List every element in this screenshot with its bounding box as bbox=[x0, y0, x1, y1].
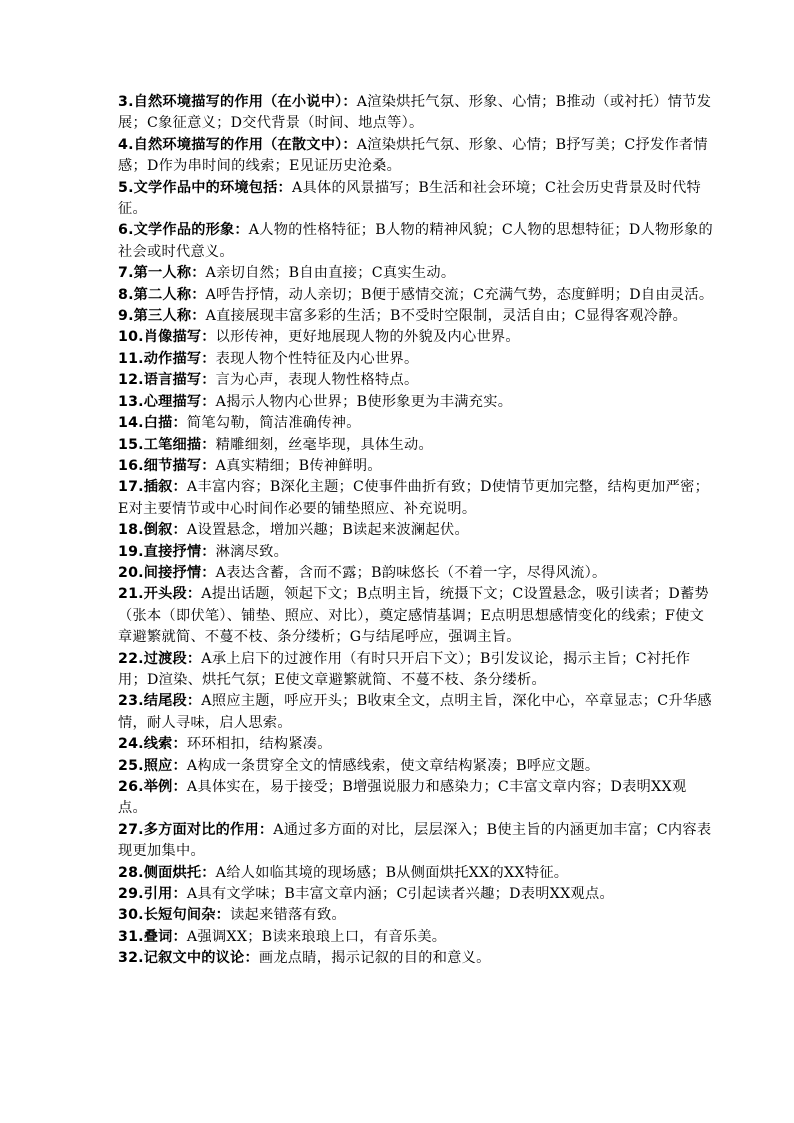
list-item bbox=[118, 520, 714, 541]
knowledge-list bbox=[118, 92, 714, 970]
list-item bbox=[118, 285, 714, 306]
entry-text: A给人如临其境的现场感；B从侧面烘托XX的XX特征。 bbox=[215, 864, 569, 881]
entry-text: A渲染烘托气氛、形象、心情；B推动（或衬托）情节发展；C象征意义；D交代背景（时间、地点等）。 bbox=[118, 94, 712, 132]
entry-text: A通过多方面的对比，层层深入；B使主旨的内涵更加丰富；C内容表现更加集中。 bbox=[118, 821, 712, 860]
entry-text: 言为心声，表现人物性格特点。 bbox=[215, 372, 419, 389]
entry-text: A强调XX；B读来琅琅上口，有音乐美。 bbox=[186, 928, 447, 945]
entry-term: 28.侧面烘托： bbox=[118, 864, 216, 881]
entry-text: A直接展现丰富多彩的生活；B不受时空限制，灵活自由；C显得客观冷静。 bbox=[205, 308, 688, 325]
entry-term: 25.照应： bbox=[118, 757, 187, 774]
entry-text: 环环相扣，结构紧凑。 bbox=[186, 736, 332, 753]
list-item bbox=[118, 413, 714, 434]
entry-text: A人物的性格特征；B人物的精神风貌；C人物的思想特征；D人物形象的社会或时代意义。 bbox=[118, 222, 714, 260]
entry-term: 18.倒叙： bbox=[118, 522, 187, 539]
entry-term: 17.插叙： bbox=[118, 479, 187, 496]
entry-term: 5.文学作品中的环境包括： bbox=[118, 179, 292, 196]
entry-term: 13.心理描写： bbox=[118, 393, 216, 410]
list-item bbox=[118, 542, 714, 563]
entry-term: 24.线索： bbox=[118, 736, 187, 753]
entry-text: 表现人物个性特征及内心世界。 bbox=[215, 350, 419, 367]
list-item bbox=[118, 756, 714, 777]
entry-term: 29.引用： bbox=[118, 886, 187, 903]
entry-term: 20.间接抒情： bbox=[118, 564, 216, 581]
list-item bbox=[118, 477, 714, 520]
entry-term: 3.自然环境描写的作用（在小说中）： bbox=[118, 94, 357, 110]
list-item bbox=[118, 327, 714, 348]
entry-term: 16.细节描写： bbox=[118, 457, 216, 474]
list-item bbox=[118, 263, 714, 284]
entry-text: A具有文学味；B丰富文章内涵；C引起读者兴趣；D表明XX观点。 bbox=[186, 886, 614, 903]
list-item bbox=[118, 392, 714, 413]
entry-text: A具体实在，易于接受；B增强说服力和感染力；C丰富文章内容；D表明XX观点。 bbox=[118, 779, 687, 817]
entry-text: 淋漓尽致。 bbox=[215, 543, 289, 560]
entry-text: A承上启下的过渡作用（有时只开启下文）；B引发议论，揭示主旨；C衬托作用；D渲染、烘托气氛；E使文章避繁就简、不蔓不枝、条分缕析。 bbox=[118, 650, 691, 688]
entry-term: 21.开头段： bbox=[118, 586, 202, 603]
entry-text: A揭示人物内心世界；B使形象更为丰满充实。 bbox=[215, 393, 513, 410]
list-item bbox=[118, 691, 714, 734]
list-item bbox=[118, 884, 714, 905]
entry-term: 10.肖像描写： bbox=[118, 329, 216, 346]
entry-term: 9.第三人称： bbox=[118, 308, 206, 325]
entry-text: 以形传神，更好地展现人物的外貌及内心世界。 bbox=[215, 329, 520, 346]
entry-text: A提出话题，领起下文；B点明主旨，统摄下文；C设置悬念，吸引读者；D蓄势（张本（即伏笔）、铺垫、照应、对比），奠定感情基调；E点明思想感情变化的线索；F使文章避繁就简、不蔓不枝、条分缕析；G与结尾呼应，强调主旨。 bbox=[118, 586, 710, 646]
entry-term: 22.过渡段： bbox=[118, 650, 202, 667]
entry-text: 画龙点睛，揭示记叙的目的和意义。 bbox=[258, 950, 491, 967]
entry-term: 26.举例： bbox=[118, 779, 187, 795]
entry-text: 简笔勾勒，简洁准确传神。 bbox=[186, 415, 361, 432]
entry-text: A具体的风景描写；B生活和社会环境；C社会历史背景及时代特征。 bbox=[118, 179, 702, 218]
entry-term: 15.工笔细描： bbox=[118, 436, 216, 453]
list-item bbox=[118, 563, 714, 584]
entry-term: 32.记叙文中的议论： bbox=[118, 950, 259, 967]
entry-text: A丰富内容；B深化主题；C使事件曲折有致；D使情节更加完整，结构更加严密；E对主要情节或中心时间作必要的铺垫照应、补充说明。 bbox=[118, 479, 710, 517]
entry-text: A设置悬念，增加兴趣；B读起来波澜起伏。 bbox=[186, 522, 469, 539]
entry-text: A表达含蓄，含而不露；B韵味悠长（不着一字，尽得风流）。 bbox=[215, 564, 607, 581]
list-item bbox=[118, 927, 714, 948]
entry-term: 4.自然环境描写的作用（在散文中）： bbox=[118, 136, 357, 153]
entry-text: 精雕细刻，丝毫毕现，具体生动。 bbox=[215, 436, 433, 453]
entry-text: 读起来错落有致。 bbox=[230, 907, 346, 924]
entry-text: A照应主题，呼应开头；B收束全文，点明主旨，深化中心，卒章显志；C升华感情，耐人寻味，启人思索。 bbox=[118, 693, 712, 731]
list-item bbox=[118, 948, 714, 969]
entry-term: 19.直接抒情： bbox=[118, 543, 216, 560]
list-item bbox=[118, 584, 714, 648]
entry-term: 6.文学作品的形象： bbox=[118, 222, 249, 239]
entry-term: 7.第一人称： bbox=[118, 265, 206, 282]
list-item bbox=[118, 135, 714, 178]
list-item bbox=[118, 777, 714, 820]
list-item bbox=[118, 649, 714, 692]
entry-term: 31.叠词： bbox=[118, 928, 187, 945]
list-item bbox=[118, 306, 714, 327]
entry-text: A亲切自然；B自由直接；C真实生动。 bbox=[205, 265, 456, 282]
list-item bbox=[118, 92, 714, 135]
entry-text: A渲染烘托气氛、形象、心情；B抒写美；C抒发作者情感；D作为串时间的线索；E见证历史沧桑。 bbox=[118, 136, 708, 175]
entry-term: 27.多方面对比的作用： bbox=[118, 821, 274, 838]
list-item bbox=[118, 349, 714, 370]
list-item bbox=[118, 220, 714, 263]
entry-term: 11.动作描写： bbox=[118, 350, 216, 367]
entry-term: 14.白描： bbox=[118, 415, 187, 432]
list-item bbox=[118, 370, 714, 391]
list-item bbox=[118, 435, 714, 456]
entry-text: A真实精细；B传神鲜明。 bbox=[215, 457, 382, 474]
list-item bbox=[118, 820, 714, 863]
entry-term: 30.长短句间杂： bbox=[118, 907, 231, 924]
list-item bbox=[118, 863, 714, 884]
entry-text: A呼告抒情，动人亲切；B便于感情交流；C充满气势，态度鲜明；D自由灵活。 bbox=[205, 286, 714, 303]
entry-term: 8.第二人称： bbox=[118, 286, 206, 303]
entry-term: 23.结尾段： bbox=[118, 693, 202, 710]
entry-text: A构成一条贯穿全文的情感线索，使文章结构紧凑；B呼应文题。 bbox=[186, 757, 600, 774]
list-item bbox=[118, 734, 714, 755]
list-item bbox=[118, 178, 714, 221]
list-item bbox=[118, 456, 714, 477]
list-item bbox=[118, 905, 714, 926]
entry-term: 12.语言描写： bbox=[118, 372, 216, 389]
